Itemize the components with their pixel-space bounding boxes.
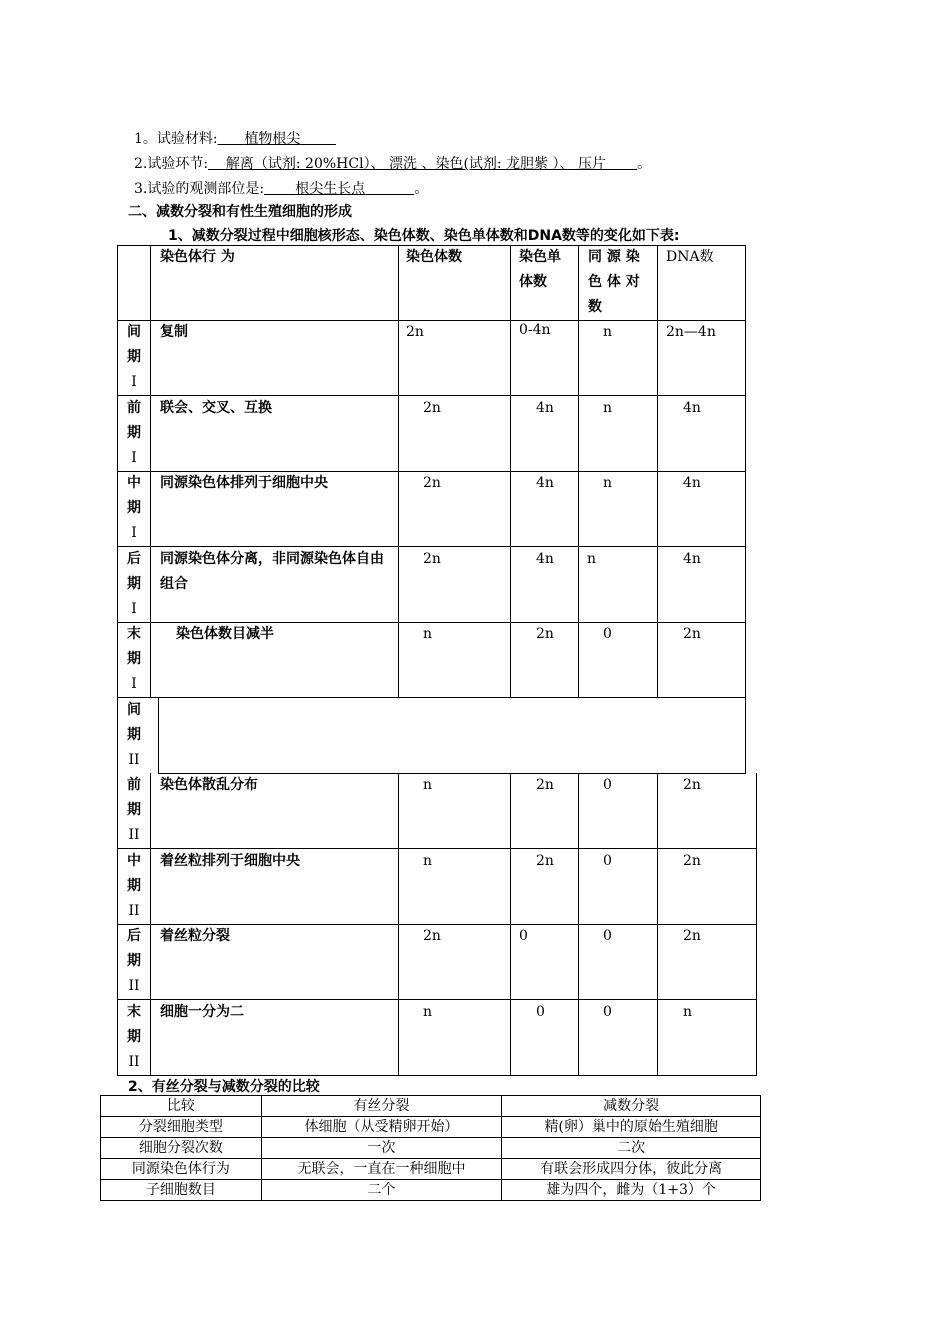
comparison-table (100, 1095, 761, 1201)
chromatid-cell: 0 (536, 1004, 545, 1020)
observe-value: 根尖生长点 (295, 181, 366, 197)
behavior-cell: 染色体数目减半 (176, 626, 274, 642)
dna-cell: 4n (683, 400, 701, 416)
intro-line-3 (134, 178, 428, 198)
intro-line-2 (134, 153, 651, 173)
steps-label: 2.试验环节: (134, 156, 209, 172)
homolog-cell: 0 (603, 853, 612, 869)
dna-cell: 2n (683, 626, 701, 642)
stage-label: 后 期 II (127, 928, 141, 994)
dna-cell: 2n (683, 777, 701, 793)
homolog-cell: n (587, 551, 597, 567)
table-cell: 体细胞（从受精卵开始） (261, 1117, 502, 1138)
chromatid-cell: 2n (536, 777, 554, 793)
table2-title: 2、有丝分裂与减数分裂的比较 (128, 1079, 320, 1095)
chromosome-count-cell: 2n (423, 551, 441, 567)
table-cell: 有联会形成四分体，彼此分离 (502, 1159, 761, 1180)
steps-value: 解离（试剂: 20%HCl）、 漂洗 、染色(试剂: 龙胆紫 ）、 压片 (225, 156, 607, 172)
stage-label: 中 期 I (127, 475, 141, 541)
header-homolog-3: 数 (588, 299, 602, 315)
material-value: 植物根尖 (244, 131, 301, 147)
chromosome-count-cell: 2n (423, 400, 441, 416)
chromatid-cell: 4n (536, 400, 554, 416)
behavior-cell: 细胞一分为二 (160, 1004, 244, 1020)
chromosome-count-cell: 2n (423, 928, 441, 944)
chromosome-count-cell: 2n (423, 475, 441, 491)
dna-cell: 2n (683, 928, 701, 944)
behavior-cell: 同源染色体分离，非同源染色体自由组合 (160, 551, 384, 592)
homolog-cell: n (603, 324, 613, 340)
header-homolog-2: 色 体 对 (588, 274, 640, 290)
chromatid-cell: 4n (536, 551, 554, 567)
table-cell: 细胞分裂次数 (101, 1138, 262, 1159)
behavior-cell: 着丝粒分裂 (160, 928, 230, 944)
behavior-cell: 复制 (160, 324, 188, 340)
header-cell: 有丝分裂 (261, 1096, 502, 1117)
behavior-cell: 联会、交叉、互换 (160, 400, 272, 416)
table-row (101, 1159, 761, 1180)
chromatid-cell: 4n (536, 475, 554, 491)
homolog-cell: 0 (603, 928, 612, 944)
behavior-cell: 着丝粒排列于细胞中央 (160, 853, 300, 869)
stage-label: 末 期 II (127, 1004, 141, 1070)
chromosome-count-cell: 2n (406, 324, 424, 340)
header-dna: DNA数 (666, 249, 714, 265)
section-title: 二、减数分裂和有性生殖细胞的形成 (128, 204, 352, 220)
chromosome-count-cell: n (423, 1004, 433, 1020)
stage-label: 前 期 I (127, 400, 141, 466)
stage-label: 中 期 II (127, 853, 141, 919)
table-row (101, 1138, 761, 1159)
material-label: 1。试验材料: (134, 131, 218, 147)
stage-label: 末 期 I (127, 626, 141, 692)
homolog-cell: 0 (603, 1004, 612, 1020)
chromatid-cell: 0 (519, 928, 528, 944)
chromatid-cell: 2n (536, 626, 554, 642)
stage-label: 前 期 II (127, 777, 141, 843)
chromosome-count-cell: n (423, 853, 433, 869)
table-cell: 二次 (502, 1138, 761, 1159)
table-cell: 分裂细胞类型 (101, 1117, 262, 1138)
homolog-cell: n (603, 475, 613, 491)
header-cell: 减数分裂 (502, 1096, 761, 1117)
dna-cell: 4n (683, 475, 701, 491)
intro-line-1 (134, 128, 336, 148)
stage-label: 间 期 II (127, 702, 141, 768)
table-cell: 二个 (261, 1180, 502, 1201)
header-homolog-1: 同 源 染 (588, 249, 640, 265)
observe-label: 3.试验的观测部位是: (134, 181, 265, 197)
header-cell: 比较 (101, 1096, 262, 1117)
table-cell: 一次 (261, 1138, 502, 1159)
chromatid-cell: 2n (536, 853, 554, 869)
homolog-cell: 0 (603, 777, 612, 793)
dna-cell: 2n—4n (666, 324, 716, 340)
stage-label: 后 期 I (127, 551, 141, 617)
chromosome-count-cell: n (423, 626, 433, 642)
chromatid-cell: 0-4n (519, 322, 551, 338)
stage-label: 间 期 I (127, 324, 141, 390)
header-chromosome-count: 染色体数 (406, 249, 462, 265)
table-header-row (101, 1096, 761, 1117)
dna-cell: 4n (683, 551, 701, 567)
chromosome-count-cell: n (423, 777, 433, 793)
table-cell: 雄为四个，雌为（1+3）个 (502, 1180, 761, 1201)
table-cell: 无联会，一直在一种细胞中 (261, 1159, 502, 1180)
table-cell: 精(卵）巢中的原始生殖细胞 (502, 1117, 761, 1138)
homolog-cell: n (603, 400, 613, 416)
behavior-cell: 染色体散乱分布 (160, 777, 258, 793)
table1-title: 1、减数分裂过程中细胞核形态、染色体数、染色单体数和DNA数等的变化如下表: (168, 228, 680, 244)
header-chromatid-1: 染色单 (519, 249, 561, 265)
header-behavior: 染色体行 为 (160, 249, 235, 265)
table-row (101, 1180, 761, 1201)
steps-end: 。 (637, 156, 652, 172)
dna-cell: 2n (683, 853, 701, 869)
table-row (101, 1117, 761, 1138)
table-cell: 子细胞数目 (101, 1180, 262, 1201)
table-cell: 同源染色体行为 (101, 1159, 262, 1180)
homolog-cell: 0 (603, 626, 612, 642)
header-chromatid-2: 体数 (519, 274, 547, 290)
dna-cell: n (683, 1004, 693, 1020)
observe-end: 。 (414, 181, 429, 197)
behavior-cell: 同源染色体排列于细胞中央 (160, 475, 328, 491)
